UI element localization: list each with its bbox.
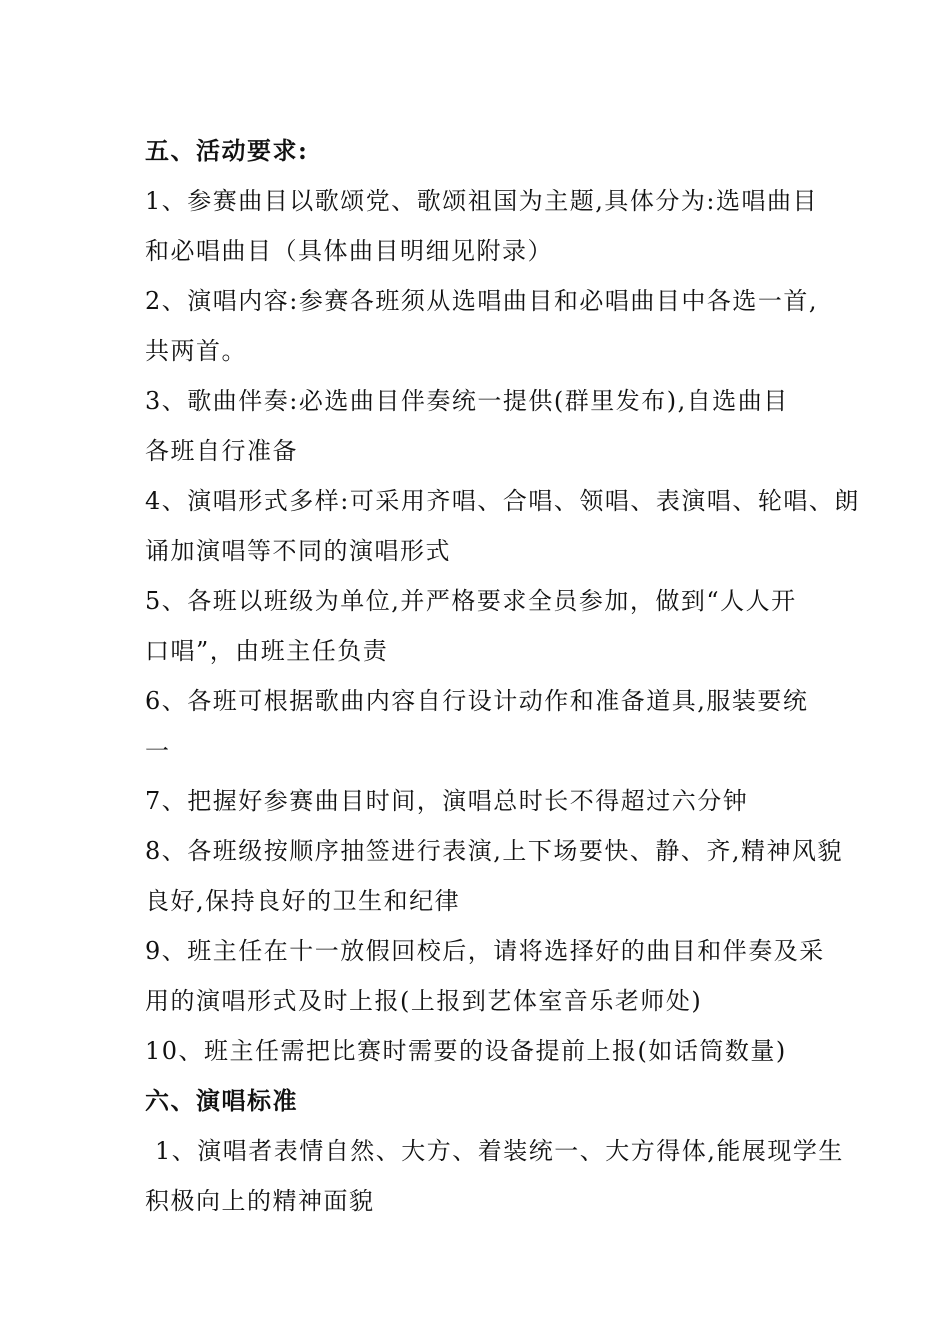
list-item <box>145 276 825 376</box>
list-item <box>145 676 825 776</box>
document-body <box>145 126 860 1226</box>
list-item-line: 1、演唱者表情自然、大方、着装统一、大方得体,能展现学生 <box>155 1137 844 1165</box>
list-item-line: 共两首。 <box>145 337 247 365</box>
list-item-line: 一 <box>145 737 171 765</box>
list-item <box>145 776 825 826</box>
list-item <box>145 926 825 1026</box>
list-item <box>145 476 860 576</box>
list-item <box>145 376 825 476</box>
list-item-line: 2、演唱内容:参赛各班须从选唱曲目和必唱曲目中各选一首, <box>145 287 818 315</box>
list-item-line: 3、歌曲伴奏:必选曲目伴奏统一提供(群里发布),自选曲目 <box>145 387 789 415</box>
list-item-line: 8、各班级按顺序抽签进行表演,上下场要快、静、齐,精神风貌 <box>145 837 844 865</box>
list-item-line: 和必唱曲目（具体曲目明细见附录） <box>145 237 553 265</box>
list-item-line: 7、把握好参赛曲目时间，演唱总时长不得超过六分钟 <box>145 787 749 815</box>
list-item-line: 1、参赛曲目以歌颂党、歌颂祖国为主题,具体分为:选唱曲目 <box>145 187 818 215</box>
section-heading-activity-requirements: 五、活动要求: <box>145 136 309 165</box>
section-heading-singing-standards: 六、演唱标准 <box>145 1086 298 1115</box>
list-item <box>145 1026 825 1076</box>
list-item-line: 各班自行准备 <box>145 437 298 465</box>
list-item-line: 4、演唱形式多样:可采用齐唱、合唱、领唱、表演唱、轮唱、朗 <box>145 487 860 515</box>
list-item-line: 9、班主任在十一放假回校后，请将选择好的曲目和伴奏及采 <box>145 937 825 965</box>
list-item-line: 良好,保持良好的卫生和纪律 <box>145 887 461 915</box>
list-item-line: 10、班主任需把比赛时需要的设备提前上报(如话筒数量) <box>145 1037 787 1065</box>
list-item <box>145 826 844 926</box>
list-item-line: 用的演唱形式及时上报(上报到艺体室音乐老师处) <box>145 987 703 1015</box>
list-item-line: 积极向上的精神面貌 <box>145 1187 375 1215</box>
list-item <box>145 576 825 676</box>
list-item-line: 诵加演唱等不同的演唱形式 <box>145 537 451 565</box>
list-item-line: 6、各班可根据歌曲内容自行设计动作和准备道具,服装要统 <box>145 687 809 715</box>
list-item <box>145 176 825 276</box>
list-item-line: 口唱”，由班主任负责 <box>145 637 389 665</box>
list-item-line: 5、各班以班级为单位,并严格要求全员参加，做到“人人开 <box>145 587 797 615</box>
list-item <box>145 1126 844 1226</box>
